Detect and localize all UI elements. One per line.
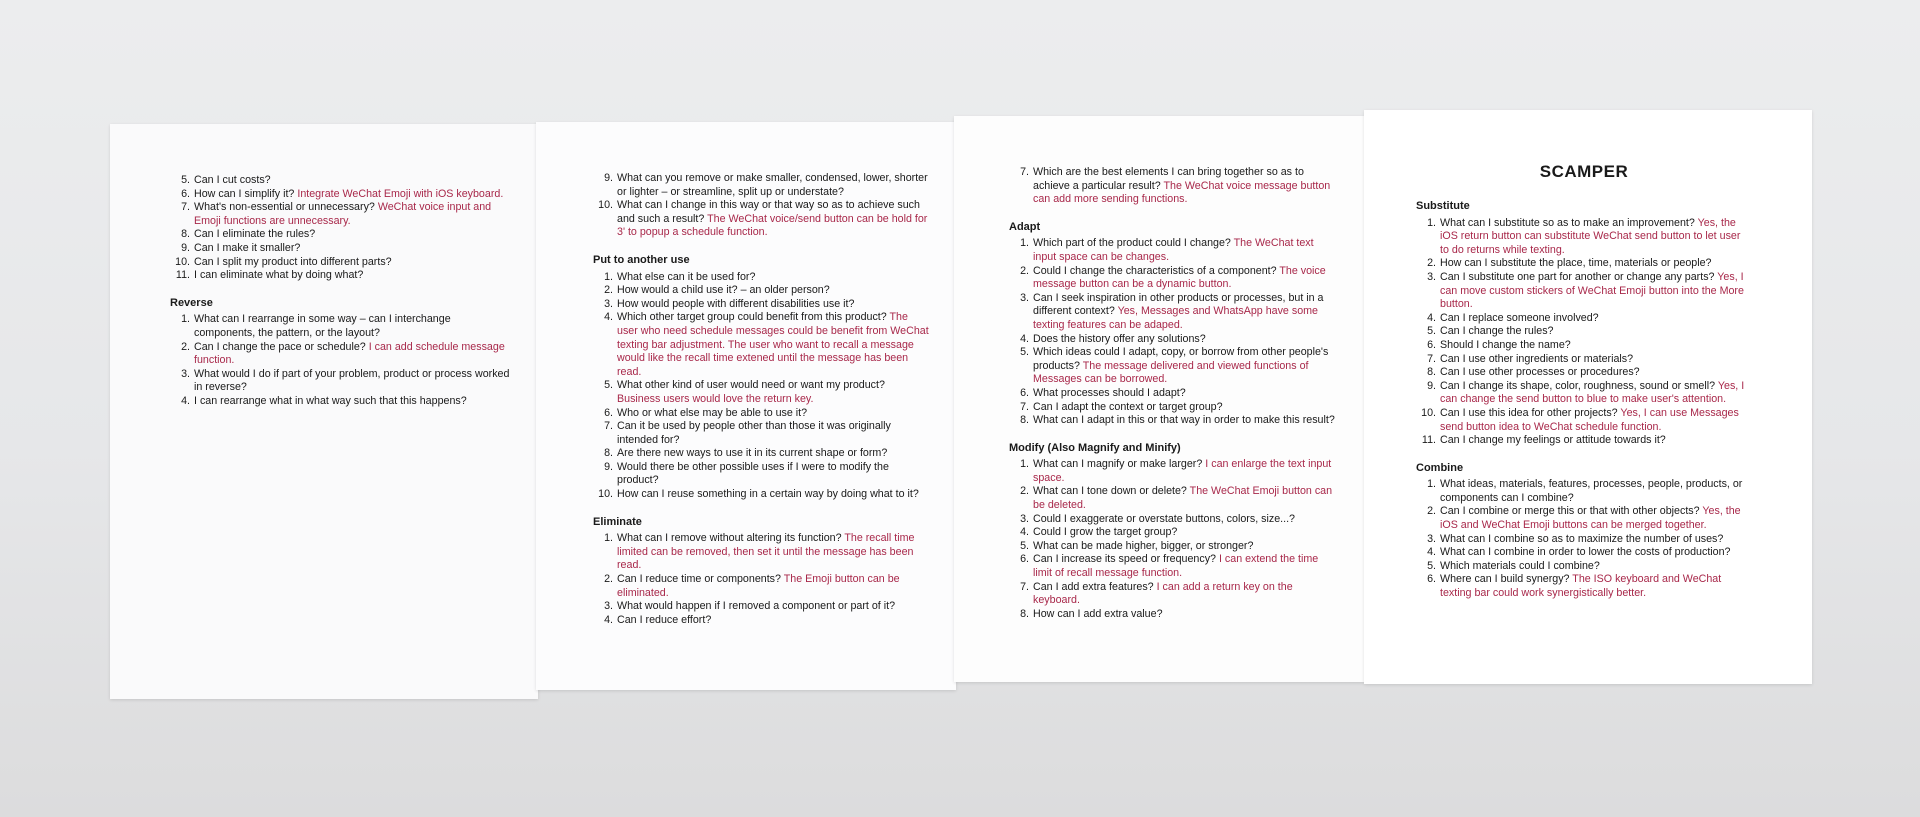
question-number: 9. xyxy=(604,460,613,473)
question-number: 8. xyxy=(1020,414,1029,427)
question-number: 9. xyxy=(1427,379,1436,392)
question-text: Which other target group could benefit from this product? xyxy=(617,311,887,324)
question-number: 2. xyxy=(1020,264,1029,277)
question-item xyxy=(593,488,930,502)
question-number: 9. xyxy=(181,241,190,254)
answer-text: WeChat voice input and Emoji functions are unnecessary. xyxy=(194,201,492,227)
question-number: 7. xyxy=(1020,166,1029,178)
question-item xyxy=(170,368,510,395)
question-item xyxy=(593,379,930,406)
answer-text: The ISO keyboard and WeChat texting bar could work synergistically better. xyxy=(1440,573,1722,600)
question-number: 4. xyxy=(604,613,613,626)
question-text: I can rearrange what in what way such that this happens? xyxy=(194,394,467,407)
question-item xyxy=(593,532,930,573)
question-number: 2. xyxy=(604,573,613,586)
question-text: What can I magnify or make larger? xyxy=(1033,458,1203,471)
question-item xyxy=(170,201,510,228)
section-heading: Adapt xyxy=(1009,220,1041,233)
question-text: Can I make it smaller? xyxy=(194,241,301,254)
question-number: 4. xyxy=(1427,546,1436,559)
question-item xyxy=(593,284,930,298)
scamper-page-2 xyxy=(536,122,956,690)
question-item xyxy=(170,256,510,270)
question-item xyxy=(1009,333,1336,347)
question-number: 4. xyxy=(1020,332,1029,345)
question-text: What other kind of user would need or want my product? xyxy=(617,379,885,392)
question-text: Can I seek inspiration in other products or processes, but in a different context? xyxy=(1033,291,1324,318)
answer-text: The recall time limited can be removed, then set it until the message has been read. xyxy=(617,532,915,572)
question-text: Can I change its shape, color, roughness, sound or smell? xyxy=(1440,379,1716,392)
question-item xyxy=(1009,458,1336,485)
question-text: Who or what else may be able to use it? xyxy=(617,406,808,419)
question-number: 1. xyxy=(1020,458,1029,471)
question-text: Can I split my product into different parts? xyxy=(194,255,392,268)
question-text: Can I increase its speed or frequency? xyxy=(1033,553,1216,566)
question-number: 5. xyxy=(1427,325,1436,338)
section-heading: Substitute xyxy=(1416,200,1470,212)
question-item xyxy=(593,420,930,447)
question-number: 3. xyxy=(604,600,613,613)
question-text: What can you remove or make smaller, condensed, lower, shorter or lighter – or streamline, split up or understate? xyxy=(617,172,928,198)
question-text: What ideas, materials, features, processes, people, products, or components can I combine? xyxy=(1440,478,1743,504)
question-item xyxy=(170,269,510,283)
answer-text: The message delivered and viewed functions of Messages can be borrowed. xyxy=(1033,359,1309,386)
question-number: 10. xyxy=(1421,406,1436,419)
question-text: What else can it be used for? xyxy=(617,270,756,283)
question-text: Which part of the product could I change? xyxy=(1033,237,1231,250)
question-number: 2. xyxy=(1427,257,1436,270)
question-text: Can I combine or merge this or that with other objects? xyxy=(1440,505,1700,518)
question-list xyxy=(1009,458,1336,621)
question-number: 7. xyxy=(1020,580,1029,593)
answer-text: Yes, the iOS return button can substitute WeChat send button to let user to do returns while texting. xyxy=(1440,216,1741,256)
question-number: 7. xyxy=(604,420,613,433)
answer-text: The WeChat voice/send button can be hold for 3' to popup a schedule function. xyxy=(617,212,928,239)
answer-text: The WeChat Emoji button can be deleted. xyxy=(1033,485,1333,512)
question-list xyxy=(593,172,930,240)
question-list xyxy=(593,532,930,627)
question-text: Can I change the rules? xyxy=(1440,325,1554,338)
question-text: What can I adapt in this or that way in order to make this result? xyxy=(1033,414,1335,427)
question-item xyxy=(593,311,930,379)
question-text: What processes should I adapt? xyxy=(1033,386,1186,399)
question-item xyxy=(593,271,930,285)
question-item xyxy=(1009,401,1336,415)
answer-text: Business users would love the return key. xyxy=(617,392,814,405)
question-item xyxy=(1009,540,1336,554)
answer-text: The Emoji button can be eliminated. xyxy=(617,573,900,599)
question-text: Should I change the name? xyxy=(1440,338,1571,351)
answer-text: Yes, I can move custom stickers of WeChat Emoji button into the More button. xyxy=(1440,270,1744,311)
answer-text: The WeChat voice message button can add more sending functions. xyxy=(1033,179,1331,206)
question-number: 5. xyxy=(1427,559,1436,572)
question-text: Could I change the characteristics of a component? xyxy=(1033,264,1277,277)
question-text: What can I substitute so as to make an improvement? xyxy=(1440,216,1695,229)
question-text: What can I tone down or delete? xyxy=(1033,485,1187,498)
question-number: 4. xyxy=(604,311,613,324)
answer-text: The WeChat text input space can be changes. xyxy=(1033,237,1314,263)
question-number: 3. xyxy=(1020,512,1029,525)
question-text: Can I add extra features? xyxy=(1033,580,1154,593)
question-text: Can I substitute one part for another or change any parts? xyxy=(1440,270,1715,283)
question-item xyxy=(1009,485,1336,512)
question-item xyxy=(170,341,510,368)
question-number: 3. xyxy=(1427,270,1436,283)
question-number: 3. xyxy=(181,367,190,380)
question-item xyxy=(1416,380,1752,407)
question-text: What can I change in this way or that way so as to achieve such and such a result? xyxy=(617,199,920,225)
question-number: 7. xyxy=(181,201,190,214)
answer-text: The voice message button can be a dynamic button. xyxy=(1033,264,1326,291)
question-item xyxy=(1009,414,1336,428)
question-item xyxy=(170,174,510,188)
question-number: 8. xyxy=(1020,607,1029,620)
scamper-page-1 xyxy=(110,124,538,699)
question-text: Would there be other possible uses if I were to modify the product? xyxy=(617,460,889,487)
question-text: Can I eliminate the rules? xyxy=(194,228,316,241)
question-list xyxy=(1416,478,1752,600)
question-item xyxy=(170,188,510,202)
section-heading: Combine xyxy=(1416,461,1464,474)
question-text: Are there new ways to use it in its current shape or form? xyxy=(617,447,888,460)
question-text: What can I rearrange in some way – can I interchange components, the pattern, or the layout? xyxy=(194,313,451,339)
question-number: 7. xyxy=(1427,352,1436,365)
question-text: How would people with different disabilities use it? xyxy=(617,297,855,310)
question-number: 3. xyxy=(1427,532,1436,545)
question-number: 4. xyxy=(1020,526,1029,539)
question-item xyxy=(170,242,510,256)
scamper-page-3 xyxy=(954,116,1364,682)
question-item xyxy=(1416,560,1752,574)
section-heading: Eliminate xyxy=(593,515,642,528)
question-text: What's non-essential or unnecessary? xyxy=(194,201,375,214)
answer-text: Yes, I can use Messages send button idea to WeChat schedule function. xyxy=(1440,406,1739,433)
question-number: 10. xyxy=(598,199,613,212)
question-text: Can I replace someone involved? xyxy=(1440,311,1599,324)
answer-text: The user who need schedule messages could be benefit from WeChat texting bar adjustment. The user who want to recall a message would like the recall time extened until the message has been read. xyxy=(617,311,929,378)
question-number: 4. xyxy=(1427,311,1436,324)
question-text: What can be made higher, bigger, or stronger? xyxy=(1033,539,1254,552)
section-heading: Modify (Also Magnify and Minify) xyxy=(1009,441,1181,454)
question-item xyxy=(593,298,930,312)
question-item xyxy=(1009,346,1336,387)
question-item xyxy=(593,614,930,628)
question-text: What can I remove without altering its function? xyxy=(617,532,842,545)
question-item xyxy=(1009,387,1336,401)
question-text: Could I grow the target group? xyxy=(1033,526,1178,539)
question-number: 5. xyxy=(1020,346,1029,359)
question-item xyxy=(1416,353,1752,367)
question-number: 5. xyxy=(181,174,190,186)
question-item xyxy=(593,600,930,614)
question-number: 7. xyxy=(1020,400,1029,413)
question-item xyxy=(1009,526,1336,540)
question-item xyxy=(593,461,930,488)
question-list xyxy=(170,174,510,283)
question-number: 2. xyxy=(1020,485,1029,498)
question-item xyxy=(170,395,510,409)
question-text: Can I reduce time or components? xyxy=(617,573,781,586)
question-item xyxy=(1009,608,1336,622)
question-text: Does the history offer any solutions? xyxy=(1033,332,1206,345)
question-number: 1. xyxy=(604,270,613,283)
question-item xyxy=(1009,237,1336,264)
question-number: 3. xyxy=(604,297,613,310)
question-number: 6. xyxy=(604,406,613,419)
question-item xyxy=(1009,581,1336,608)
question-item xyxy=(1416,573,1752,600)
question-number: 5. xyxy=(604,379,613,392)
question-number: 2. xyxy=(181,340,190,353)
question-item xyxy=(1009,513,1336,527)
question-item xyxy=(1416,546,1752,560)
section-heading: Reverse xyxy=(170,296,213,309)
question-text: What would I do if part of your problem, product or process worked in reverse? xyxy=(194,367,510,394)
question-text: What would happen if I removed a component or part of it? xyxy=(617,600,896,613)
question-number: 6. xyxy=(1427,338,1436,351)
question-number: 9. xyxy=(604,172,613,184)
answer-text: I can extend the time limit of recall message function. xyxy=(1033,553,1319,580)
question-number: 6. xyxy=(1020,386,1029,399)
question-item xyxy=(1416,339,1752,353)
question-item xyxy=(1416,257,1752,271)
question-item xyxy=(593,407,930,421)
question-item xyxy=(1416,217,1752,258)
question-text: Can it be used by people other than those it was originally intended for? xyxy=(617,420,891,446)
question-text: How would a child use it? – an older person? xyxy=(617,284,830,297)
sheet-title: SCAMPER xyxy=(1539,162,1629,181)
question-item xyxy=(170,313,510,340)
answer-text: I can enlarge the text input space. xyxy=(1033,458,1332,484)
question-item xyxy=(1009,166,1336,207)
question-text: Can I adapt the context or target group? xyxy=(1033,400,1223,413)
question-item xyxy=(1416,478,1752,505)
question-number: 10. xyxy=(175,255,190,268)
question-text: Which materials could I combine? xyxy=(1440,559,1600,572)
question-text: Can I use other processes or procedures? xyxy=(1440,366,1640,379)
question-number: 10. xyxy=(598,488,613,501)
question-number: 6. xyxy=(1427,573,1436,586)
question-list xyxy=(1416,217,1752,448)
question-item xyxy=(170,228,510,242)
question-list xyxy=(593,271,930,502)
question-item xyxy=(593,447,930,461)
question-number: 11. xyxy=(1421,434,1436,447)
question-number: 1. xyxy=(604,532,613,545)
question-item xyxy=(1009,265,1336,292)
question-number: 6. xyxy=(1020,553,1029,566)
question-text: I can eliminate what by doing what? xyxy=(194,269,364,282)
question-item xyxy=(593,573,930,600)
question-number: 1. xyxy=(181,313,190,326)
question-text: What can I combine in order to lower the costs of production? xyxy=(1440,546,1731,559)
question-text: How can I substitute the place, time, materials or people? xyxy=(1440,257,1712,270)
question-item xyxy=(1416,533,1752,547)
question-item xyxy=(1416,325,1752,339)
question-text: Can I cut costs? xyxy=(194,174,271,186)
question-number: 6. xyxy=(181,187,190,200)
question-text: How can I simplify it? xyxy=(194,187,295,200)
question-item xyxy=(593,172,930,199)
question-item xyxy=(593,199,930,240)
question-text: Can I reduce effort? xyxy=(617,613,712,626)
answer-text: I can add a return key on the keyboard. xyxy=(1033,580,1293,607)
question-item xyxy=(1416,434,1752,448)
question-item xyxy=(1009,292,1336,333)
question-list xyxy=(170,313,510,408)
question-item xyxy=(1416,271,1752,312)
question-text: Can I use other ingredients or materials? xyxy=(1440,352,1634,365)
section-heading: Put to another use xyxy=(593,253,690,266)
question-item xyxy=(1416,407,1752,434)
question-number: 8. xyxy=(1427,366,1436,379)
answer-text: Yes, I can change the send button to blue to make user's attention. xyxy=(1440,379,1745,406)
question-number: 4. xyxy=(181,394,190,407)
question-text: Where can I build synergy? xyxy=(1440,573,1570,586)
question-text: Can I change the pace or schedule? xyxy=(194,340,366,353)
question-item xyxy=(1416,366,1752,380)
question-text: Can I use this idea for other projects? xyxy=(1440,406,1618,419)
answer-text: I can add schedule message function. xyxy=(194,340,505,367)
question-list xyxy=(1009,166,1336,207)
question-number: 1. xyxy=(1427,216,1436,229)
answer-text: Integrate WeChat Emoji with iOS keyboard. xyxy=(297,187,504,200)
question-number: 11. xyxy=(175,269,190,282)
question-number: 8. xyxy=(181,228,190,241)
question-number: 2. xyxy=(604,284,613,297)
question-item xyxy=(1009,553,1336,580)
scamper-page-4 xyxy=(1364,110,1812,684)
question-number: 8. xyxy=(604,447,613,460)
answer-text: Yes, the iOS and WeChat Emoji buttons can be merged together. xyxy=(1440,505,1741,532)
question-list xyxy=(1009,237,1336,427)
question-text: What can I combine so as to maximize the number of uses? xyxy=(1440,532,1724,545)
question-item xyxy=(1416,505,1752,532)
question-number: 5. xyxy=(1020,539,1029,552)
question-item xyxy=(1416,312,1752,326)
question-text: How can I reuse something in a certain way by doing what to it? xyxy=(617,488,919,501)
question-number: 1. xyxy=(1020,237,1029,250)
question-number: 3. xyxy=(1020,291,1029,304)
question-number: 2. xyxy=(1427,505,1436,518)
question-text: Can I change my feelings or attitude towards it? xyxy=(1440,434,1666,447)
question-text: Could I exaggerate or overstate buttons, colors, size...? xyxy=(1033,512,1295,525)
question-text: Which ideas could I adapt, copy, or borrow from other people's products? xyxy=(1033,346,1329,372)
question-text: Which are the best elements I can bring together so as to achieve a particular result? xyxy=(1033,166,1304,192)
question-number: 1. xyxy=(1427,478,1436,491)
question-text: How can I add extra value? xyxy=(1033,607,1163,620)
answer-text: Yes, Messages and WhatsApp have some texting features can be adaped. xyxy=(1033,305,1318,331)
